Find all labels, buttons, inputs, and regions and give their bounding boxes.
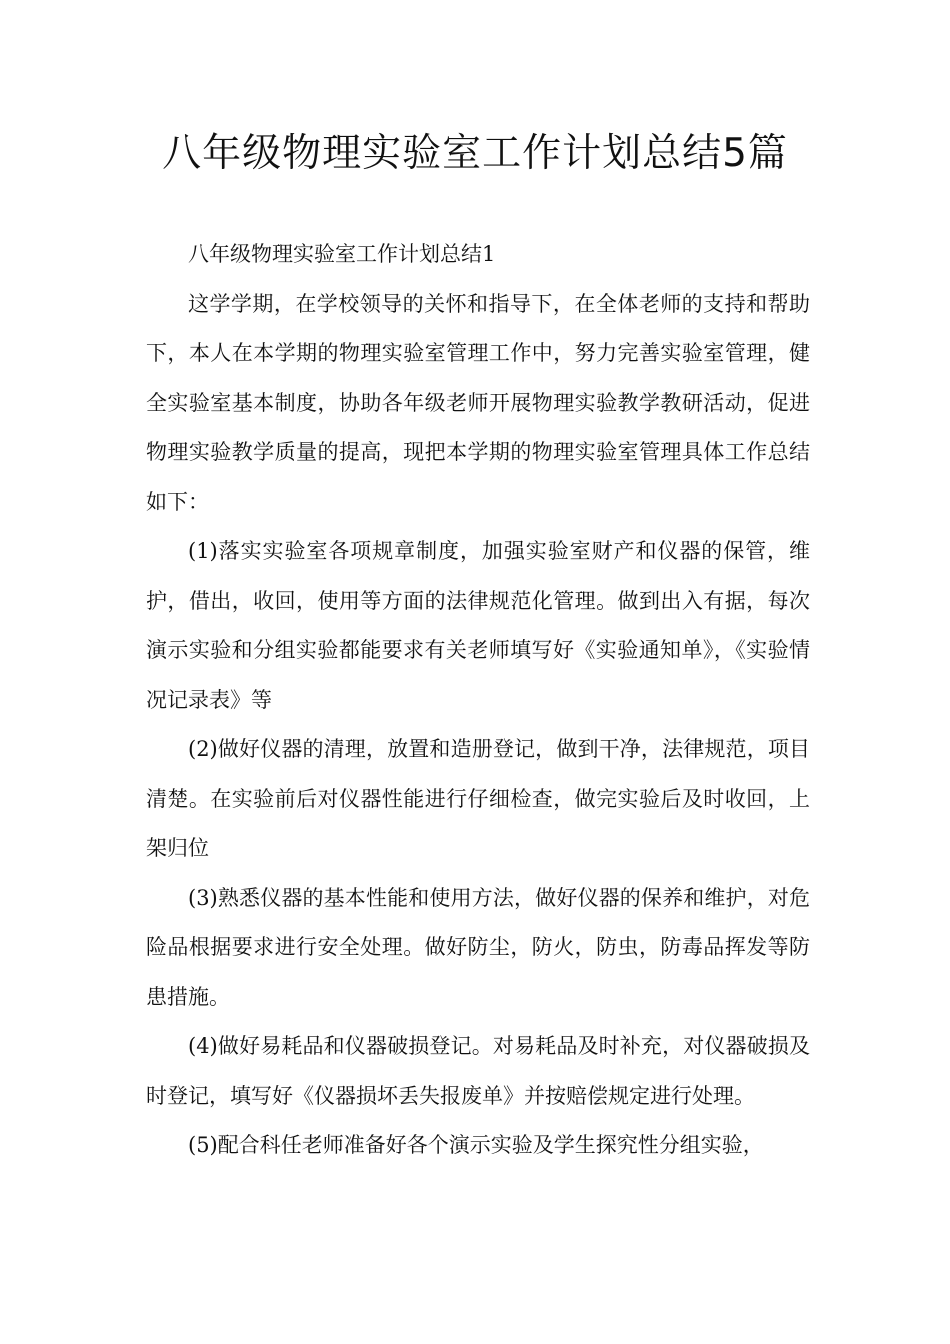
paragraph-item-4: (4)做好易耗品和仪器破损登记。对易耗品及时补充，对仪器破损及时登记，填写好《仪器损坏丢失报废单》并按赔偿规定进行处理。 [146, 1034, 810, 1108]
paragraph-item-1: (1)落实实验室各项规章制度，加强实验室财产和仪器的保管，维护，借出，收回，使用等方面的法律规范化管理。做到出入有据，每次演示实验和分组实验都能要求有关老师填写好《实验通知单》，《实验情况记录表》等 [146, 539, 810, 712]
section-heading: 八年级物理实验室工作计划总结1 [188, 242, 496, 266]
paragraph-item-3: (3)熟悉仪器的基本性能和使用方法，做好仪器的保养和维护，对危险品根据要求进行安全处理。做好防尘，防火，防虫，防毒品挥发等防患措施。 [146, 885, 810, 1009]
document-body [146, 230, 810, 1171]
document-title: 八年级物理实验室工作计划总结5篇 [162, 131, 788, 176]
paragraph-item-5: (5)配合科任老师准备好各个演示实验及学生探究性分组实验， [188, 1133, 764, 1157]
paragraph-intro: 这学学期，在学校领导的关怀和指导下，在全体老师的支持和帮助下，本人在本学期的物理实验室管理工作中，努力完善实验室管理，健全实验室基本制度，协助各年级老师开展物理实验教学教研活动，促进物理实验教学质量的提高，现把本学期的物理实验室管理具体工作总结如下： [146, 291, 810, 514]
paragraph-item-2: (2)做好仪器的清理，放置和造册登记，做到干净，法律规范，项目清楚。在实验前后对仪器性能进行仔细检查，做完实验后及时收回，上架归位 [146, 737, 810, 860]
